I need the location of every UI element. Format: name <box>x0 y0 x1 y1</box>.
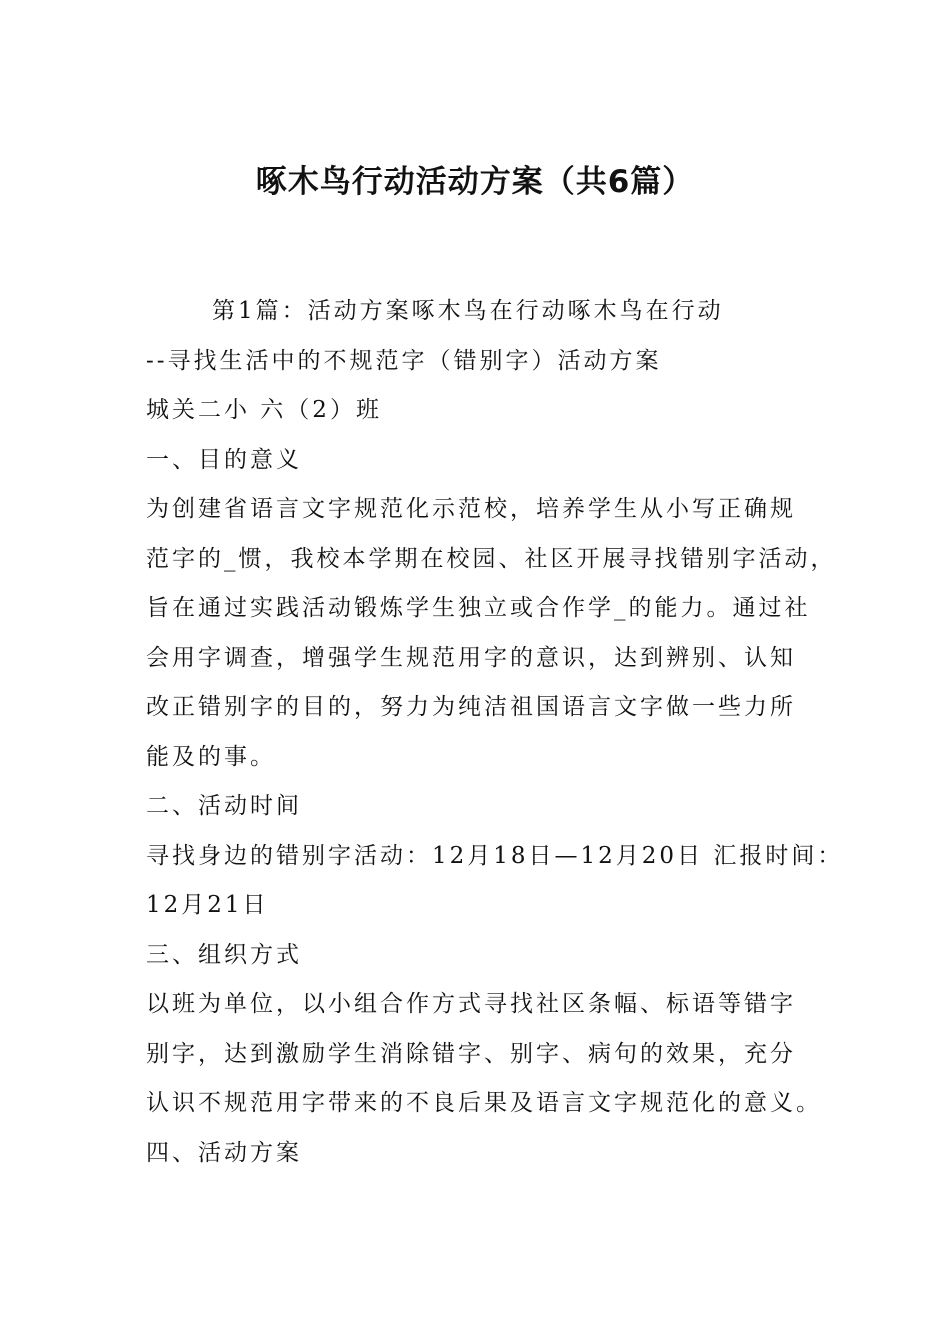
paragraph-line: 范字的_惯，我校本学期在校园、社区开展寻找错别字活动， <box>146 545 837 572</box>
document-body <box>146 287 844 1178</box>
paragraph-line: 别字，达到激励学生消除错字、别字、病句的效果，充分 <box>146 1040 796 1067</box>
chapter-heading: 第1篇：活动方案啄木鸟在行动啄木鸟在行动 <box>212 298 724 324</box>
section-heading-plan: 四、活动方案 <box>146 1139 302 1166</box>
section-heading-time: 二、活动时间 <box>146 793 302 819</box>
paragraph-line: 能及的事。 <box>146 743 276 770</box>
paragraph-line: 旨在通过实践活动锻炼学生独立或合作学_的能力。通过社 <box>146 595 811 621</box>
paragraph-line: 以班为单位，以小组合作方式寻找社区条幅、标语等错字 <box>146 991 796 1017</box>
class-info: 城关二小 六（2）班 <box>146 397 382 423</box>
paragraph-line: 改正错别字的目的，努力为纯洁祖国语言文字做一些力所 <box>146 694 796 720</box>
paragraph-line: 会用字调查，增强学生规范用字的意识，达到辨别、认知 <box>146 644 796 671</box>
paragraph-line: 寻找身边的错别字活动：12月18日—12月20日 汇报时间： <box>146 842 844 869</box>
paragraph-line: 为创建省语言文字规范化示范校，培养学生从小写正确规 <box>146 496 796 522</box>
paragraph-line: 认识不规范用字带来的不良后果及语言文字规范化的意义。 <box>146 1090 822 1116</box>
document-title: 啄木鸟行动活动方案（共6篇） <box>255 164 695 200</box>
subtitle-line: --寻找生活中的不规范字（错别字）活动方案 <box>146 347 662 374</box>
paragraph-line: 12月21日 <box>146 892 269 918</box>
section-heading-organization: 三、组织方式 <box>146 941 302 968</box>
section-heading-purpose: 一、目的意义 <box>146 446 302 473</box>
